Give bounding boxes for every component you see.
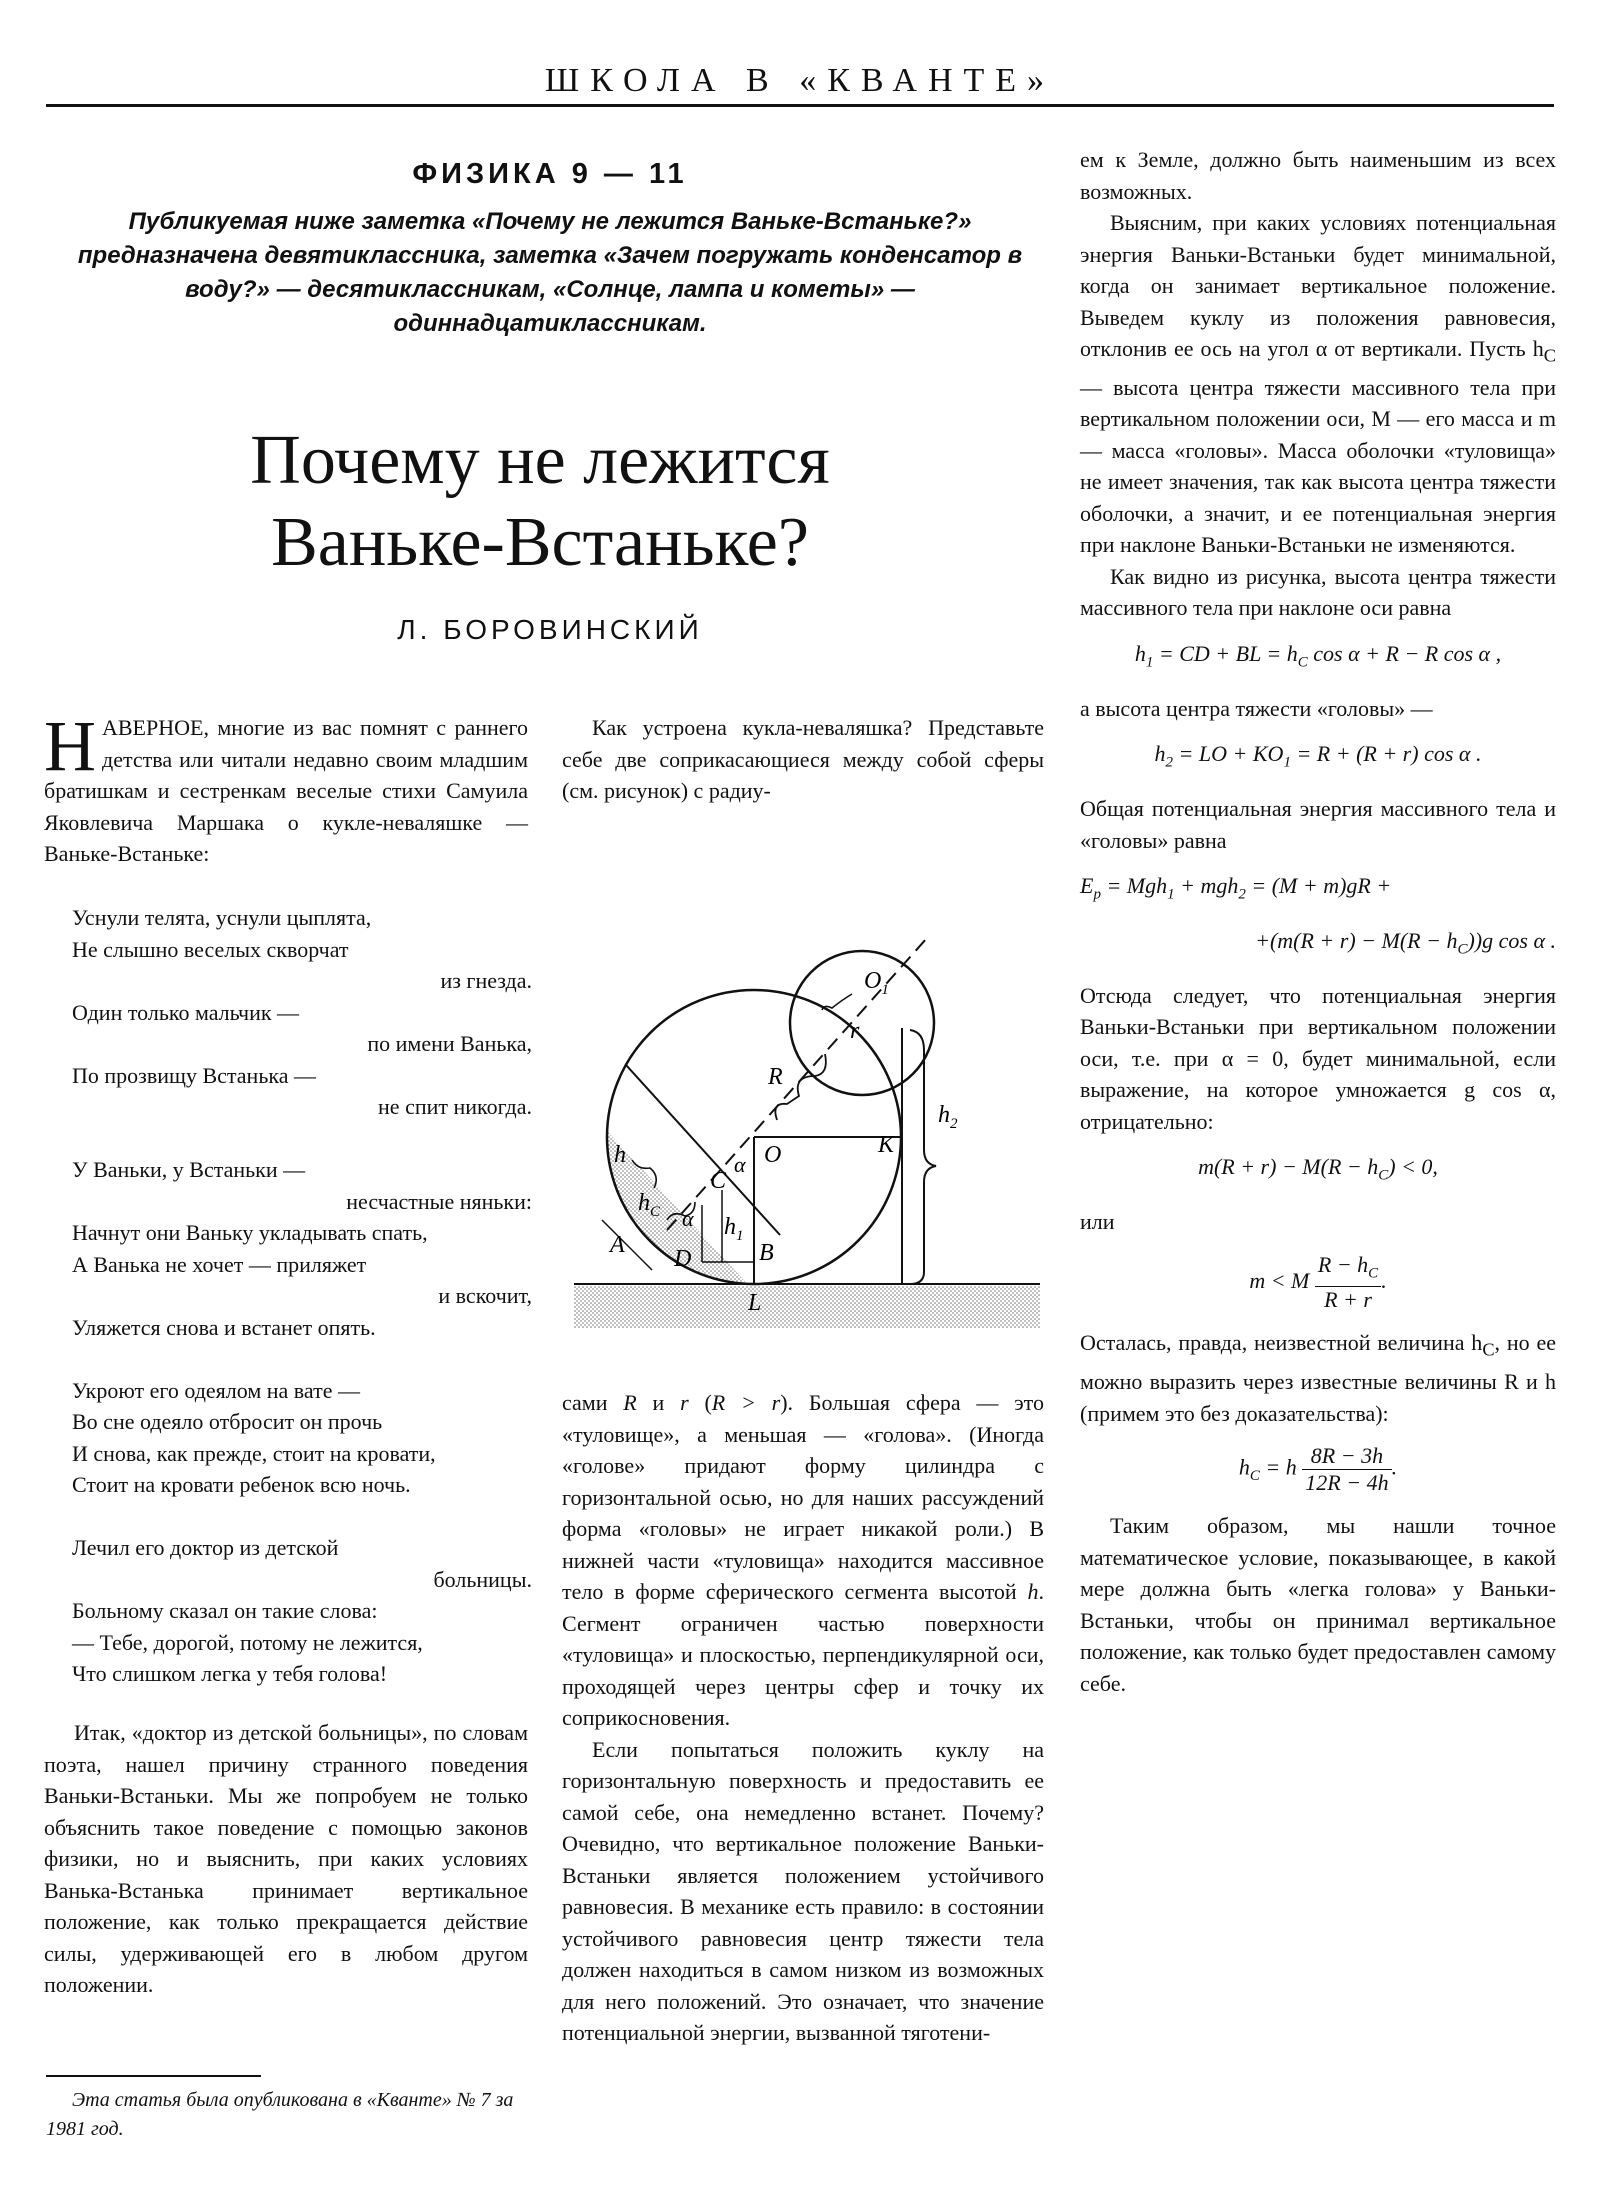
poem-line: А Ванька не хочет — приляжет (72, 1251, 367, 1277)
eq-part: = Mgh (1106, 873, 1168, 899)
label-h2-sub: 2 (950, 1116, 958, 1132)
stanza-gap (72, 1343, 532, 1375)
label-hC-text: h (638, 1190, 650, 1216)
paragraph: а высота центра тяжести «головы» — (1080, 695, 1433, 721)
head-sphere (790, 951, 934, 1095)
paragraph (1080, 1327, 1556, 1429)
label-h2 (938, 1102, 958, 1132)
poem-line: Не слышно веселых скворчат (72, 936, 349, 962)
label-r: r (850, 1018, 860, 1044)
text-run: — высота центра тяжести массивного тела при вертикальном положении оси, M — его масса и m — масса «головы». Масса оболочки «туловища» не имеет значения, так как высота центра тяжести оболочки, а значит, и ее потенциальная энергия при наклоне Ваньки-Встаньки не изменяются. (1080, 374, 1556, 558)
eq-part: m(R + r) − M(R − h (1198, 1154, 1379, 1180)
equation-mass-condition: m < M $\frac{R - h_C}{R + r}$ . (1249, 1251, 1387, 1313)
label-R: R (768, 1064, 783, 1090)
text-run: , но ее можно выразить через известные величины R и h (примем это без доказательства): (1080, 1330, 1556, 1426)
poem-line: из гнезда. (440, 968, 532, 993)
label-h: h (614, 1142, 626, 1168)
subscript: C (1482, 1339, 1495, 1360)
label-h1-text: h (724, 1214, 736, 1240)
label-D: D (674, 1246, 692, 1272)
paragraph: Если попытаться положить куклу на горизонтальную поверхность и предоставить ее самой себе, она немедленно встанет. Почему? Очевидно, что вертикальное положение Ваньки-Встаньки является положением устойчивого равновесия. В механике есть правило: в состоянии устойчивого равновесия центр тяжести тела должен находиться в самом низком из возможных для него положений. Это означает, что значение потенциальной энергии, вызванной тяготени- (562, 1736, 1044, 2045)
column-2-bottom (562, 1387, 1044, 2049)
paragraph: Как видно из рисунка, высота центра тяжести массивного тела при наклоне оси равна (1080, 563, 1556, 621)
subscript: C (1249, 1468, 1260, 1485)
label-K: K (878, 1132, 895, 1158)
poem-line: больницы. (433, 1566, 532, 1592)
eq-part: cos α + R − R cos α , (1313, 640, 1502, 666)
text-run: . Сегмент ограничен частью поверхности «туловища» и плоскостью, перпендикулярной оси, проходящей через центры сфер и точку их соприкосновения. (562, 1579, 1044, 1730)
equation-energy-line2 (1080, 925, 1556, 966)
poem-line: по имени Ванька, (367, 1031, 532, 1056)
eq-part: = h (1259, 1454, 1297, 1480)
poem-line: Что слишком легка у тебя голова! (72, 1661, 388, 1686)
subscript: 2 (1238, 886, 1246, 903)
paragraph: ем к Земле, должно быть наименьшим из всех возможных. (1080, 147, 1556, 204)
running-header: ШКОЛА В «КВАНТЕ» (544, 62, 1056, 99)
paragraph: или (1080, 1209, 1115, 1235)
paragraph (1080, 207, 1556, 561)
drop-cap: Н (44, 706, 96, 786)
paragraph (562, 1387, 1044, 1734)
brace-r (822, 994, 852, 1010)
column-3 (1080, 144, 1556, 1699)
poem-line: — Тебе, дорогой, потому не лежится, (72, 1629, 423, 1655)
numerator: 8R − 3h (1302, 1443, 1391, 1470)
brace-R (775, 1054, 826, 1120)
text-run: и (636, 1390, 681, 1415)
text-run: ). Большая сфера — это «туловище», а меньшая — «голова». (Иногда «голове» придают форму цилиндра с горизонтальной осью, но для наших рассуждений форма «головы» не играет никакой роли.) В нижней части «туловища» находится массивное тело в форме сферического сегмента высотой (562, 1390, 1044, 1604)
section-title: ФИЗИКА 9 — 11 (412, 158, 688, 190)
label-A: A (610, 1232, 625, 1258)
column-1-tail (44, 1717, 528, 2001)
stanza-gap (72, 1501, 532, 1533)
math-h: h (1027, 1579, 1039, 1604)
text-run: ( (688, 1390, 712, 1415)
denominator: R + r (1324, 1287, 1372, 1313)
poem-line: У Ваньки, у Встаньки — (72, 1157, 306, 1182)
math-inequality: R > r (711, 1390, 781, 1415)
eq-part: ))g cos α . (1467, 928, 1556, 954)
stanza-gap (72, 1123, 532, 1155)
label-O: O (764, 1142, 782, 1168)
header-rule (46, 104, 1554, 107)
eq-part: + mgh (1174, 873, 1239, 899)
denominator: 12R − 4h (1305, 1470, 1389, 1496)
footnote: Эта статья была опубликована в «Кванте» № 7 за 1981 год. (46, 2089, 514, 2140)
intro-paragraph: АВЕРНОЕ, многие из вас помнят с раннего детства или читали недавно своим младшим братишкам и сестренкам веселые стихи Самуила Яковлевича Маршака о кукле-неваляшке — Ваньке-Встаньке: (44, 715, 528, 866)
eq-part: = LO + KO (1178, 741, 1284, 767)
eq-part: +(m(R + r) − M(R − h (1255, 928, 1458, 954)
label-O1-text: O (864, 968, 882, 994)
equation-condition (1080, 1151, 1556, 1192)
subscript: C (1457, 941, 1468, 958)
subscript: 1 (1283, 754, 1291, 771)
subscript: 1 (1167, 886, 1175, 903)
fraction (1315, 1252, 1381, 1313)
column-2-top (562, 712, 1044, 807)
eq-part: = R + (R + r) cos α . (1290, 741, 1482, 767)
poem-line: И снова, как прежде, стоит на кровати, (72, 1440, 436, 1466)
label-alpha1: α (734, 1152, 746, 1177)
poem (72, 902, 532, 1690)
subscript: C (1543, 345, 1556, 366)
eq-part: ) < 0, (1388, 1154, 1438, 1180)
label-O1 (864, 968, 889, 998)
equation-energy: $E_p = Mgh_1 + mgh_2 = (M + m)gR$ + (1080, 873, 1392, 903)
numerator (1315, 1252, 1381, 1287)
subscript: 2 (1165, 754, 1174, 771)
article-title: Почему не лежится Ваньке-Встаньке? (250, 422, 830, 581)
equation-h2: $h_2$ = LO + $KO_1 = R + (R + r)$ cos α . (1154, 741, 1482, 771)
poem-line: не спит никогда. (378, 1094, 532, 1119)
label-h2-text: h (938, 1102, 950, 1128)
roly-poly-diagram (572, 860, 1042, 1330)
math-R: R (623, 1390, 637, 1415)
poem-line: По прозвищу Встанька — (72, 1062, 316, 1088)
poem-line: Во сне одеяло отбросит он прочь (72, 1409, 383, 1434)
label-L: L (748, 1290, 762, 1316)
poem-line: Стоит на кровати ребенок всю ночь. (72, 1472, 411, 1497)
poem-line: Один только мальчик — (72, 999, 300, 1025)
poem-line: несчастные няньки: (346, 1188, 532, 1214)
poem-line: Начнут они Ваньку укладывать спать, (72, 1220, 428, 1245)
subscript: C (1297, 654, 1308, 671)
poem-line: Укроют его одеялом на вате — (72, 1377, 360, 1403)
paragraph: Таким образом, мы нашли точное математическое условие, показывающее, в какой мере должна быть «легка голова» у Ваньки-Встаньки, чтобы он принимал вертикальное положение, как только будет предоставлен самому себе. (1080, 1513, 1556, 1696)
eq-part: = (M + m)gR + (1251, 873, 1392, 899)
paragraph: Общая потенциальная энергия массивного тела и «головы» равна (1080, 796, 1556, 853)
label-C: C (710, 1168, 727, 1194)
brace-h2 (910, 1030, 936, 1284)
equation-h1: $h_1$ = CD + BL = $h_C$ cos α + R − R cos α , (1134, 640, 1502, 671)
eq-part: m < M (1249, 1267, 1310, 1293)
label-alpha2: α (682, 1206, 694, 1231)
text-run: Осталась, правда, неизвестной величина h (1080, 1330, 1483, 1356)
eq-part: R − h (1317, 1251, 1369, 1277)
label-O1-sub: 1 (881, 982, 889, 998)
subscript: C (1368, 1265, 1379, 1282)
paragraph: Итак, «доктор из детской больницы», по словам поэта, нашел причину странного поведения Ваньки-Встаньки. Мы же попробуем не только объяснить такое поведение с помощью законов физики, но и выяснить, при каких условиях Ванька-Встанька принимает вертикальное положение, как только прекращается действие силы, удерживающей его в любом другом положении. (44, 1720, 528, 1997)
eq-part: = CD + BL = h (1158, 640, 1298, 666)
subscript: 1 (1145, 654, 1154, 671)
intro-note: Публикуемая ниже заметка «Почему не лежится Ваньке-Встаньке?» предназначена девятиклассника, заметка «Зачем погружать конденсатор в воду?» — десятиклассникам, «Солнце, лампа и кометы» — одиннадцатиклассникам. (77, 208, 1023, 337)
label-h1 (724, 1214, 744, 1244)
poem-line: Уляжется снова и встанет опять. (72, 1314, 376, 1340)
paragraph: Отсюда следует, что потенциальная энергия Ваньки-Встаньки при вертикальном положении оси, т.е. при α = 0, будет минимальной, если выражение, на которое умножается g cos α, отрицательно: (1080, 982, 1556, 1134)
ground-surface (574, 1286, 1040, 1328)
footnote-rule (46, 2075, 261, 2077)
paragraph: Как устроена кукла-неваляшка? Представьте себе две соприкасающиеся между собой сферы (см. рисунок) с радиу- (562, 715, 1044, 803)
subscript: C (1378, 1167, 1389, 1184)
column-1-intro (44, 706, 528, 870)
poem-line: Больному сказал он такие слова: (72, 1598, 378, 1623)
subscript: p (1093, 886, 1101, 903)
label-B: B (759, 1240, 774, 1266)
poem-line: и вскочит, (438, 1283, 532, 1308)
math-r: r (680, 1390, 689, 1415)
equation-hC: $h_C = h$ $\frac{8R - 3h}{12R - 4h}$ . (1238, 1443, 1398, 1496)
article-author: Л. БОРОВИНСКИЙ (397, 614, 703, 645)
poem-line: Уснули телята, уснули цыплята, (72, 905, 372, 930)
label-hC-sub: C (650, 1204, 661, 1220)
fraction (1302, 1443, 1391, 1496)
text-run: Выясним, при каких условиях потенциальная энергия Ваньки-Встаньки будет минимальной, когда он занимает вертикальное положение. Выведем куклу из положения равновесия, отклонив ее ось на угол α от вертикали. Пусть h (1080, 210, 1556, 361)
label-h1-sub: 1 (736, 1228, 744, 1244)
poem-line: Лечил его доктор из детской (72, 1535, 339, 1560)
text-run: сами (562, 1390, 624, 1415)
